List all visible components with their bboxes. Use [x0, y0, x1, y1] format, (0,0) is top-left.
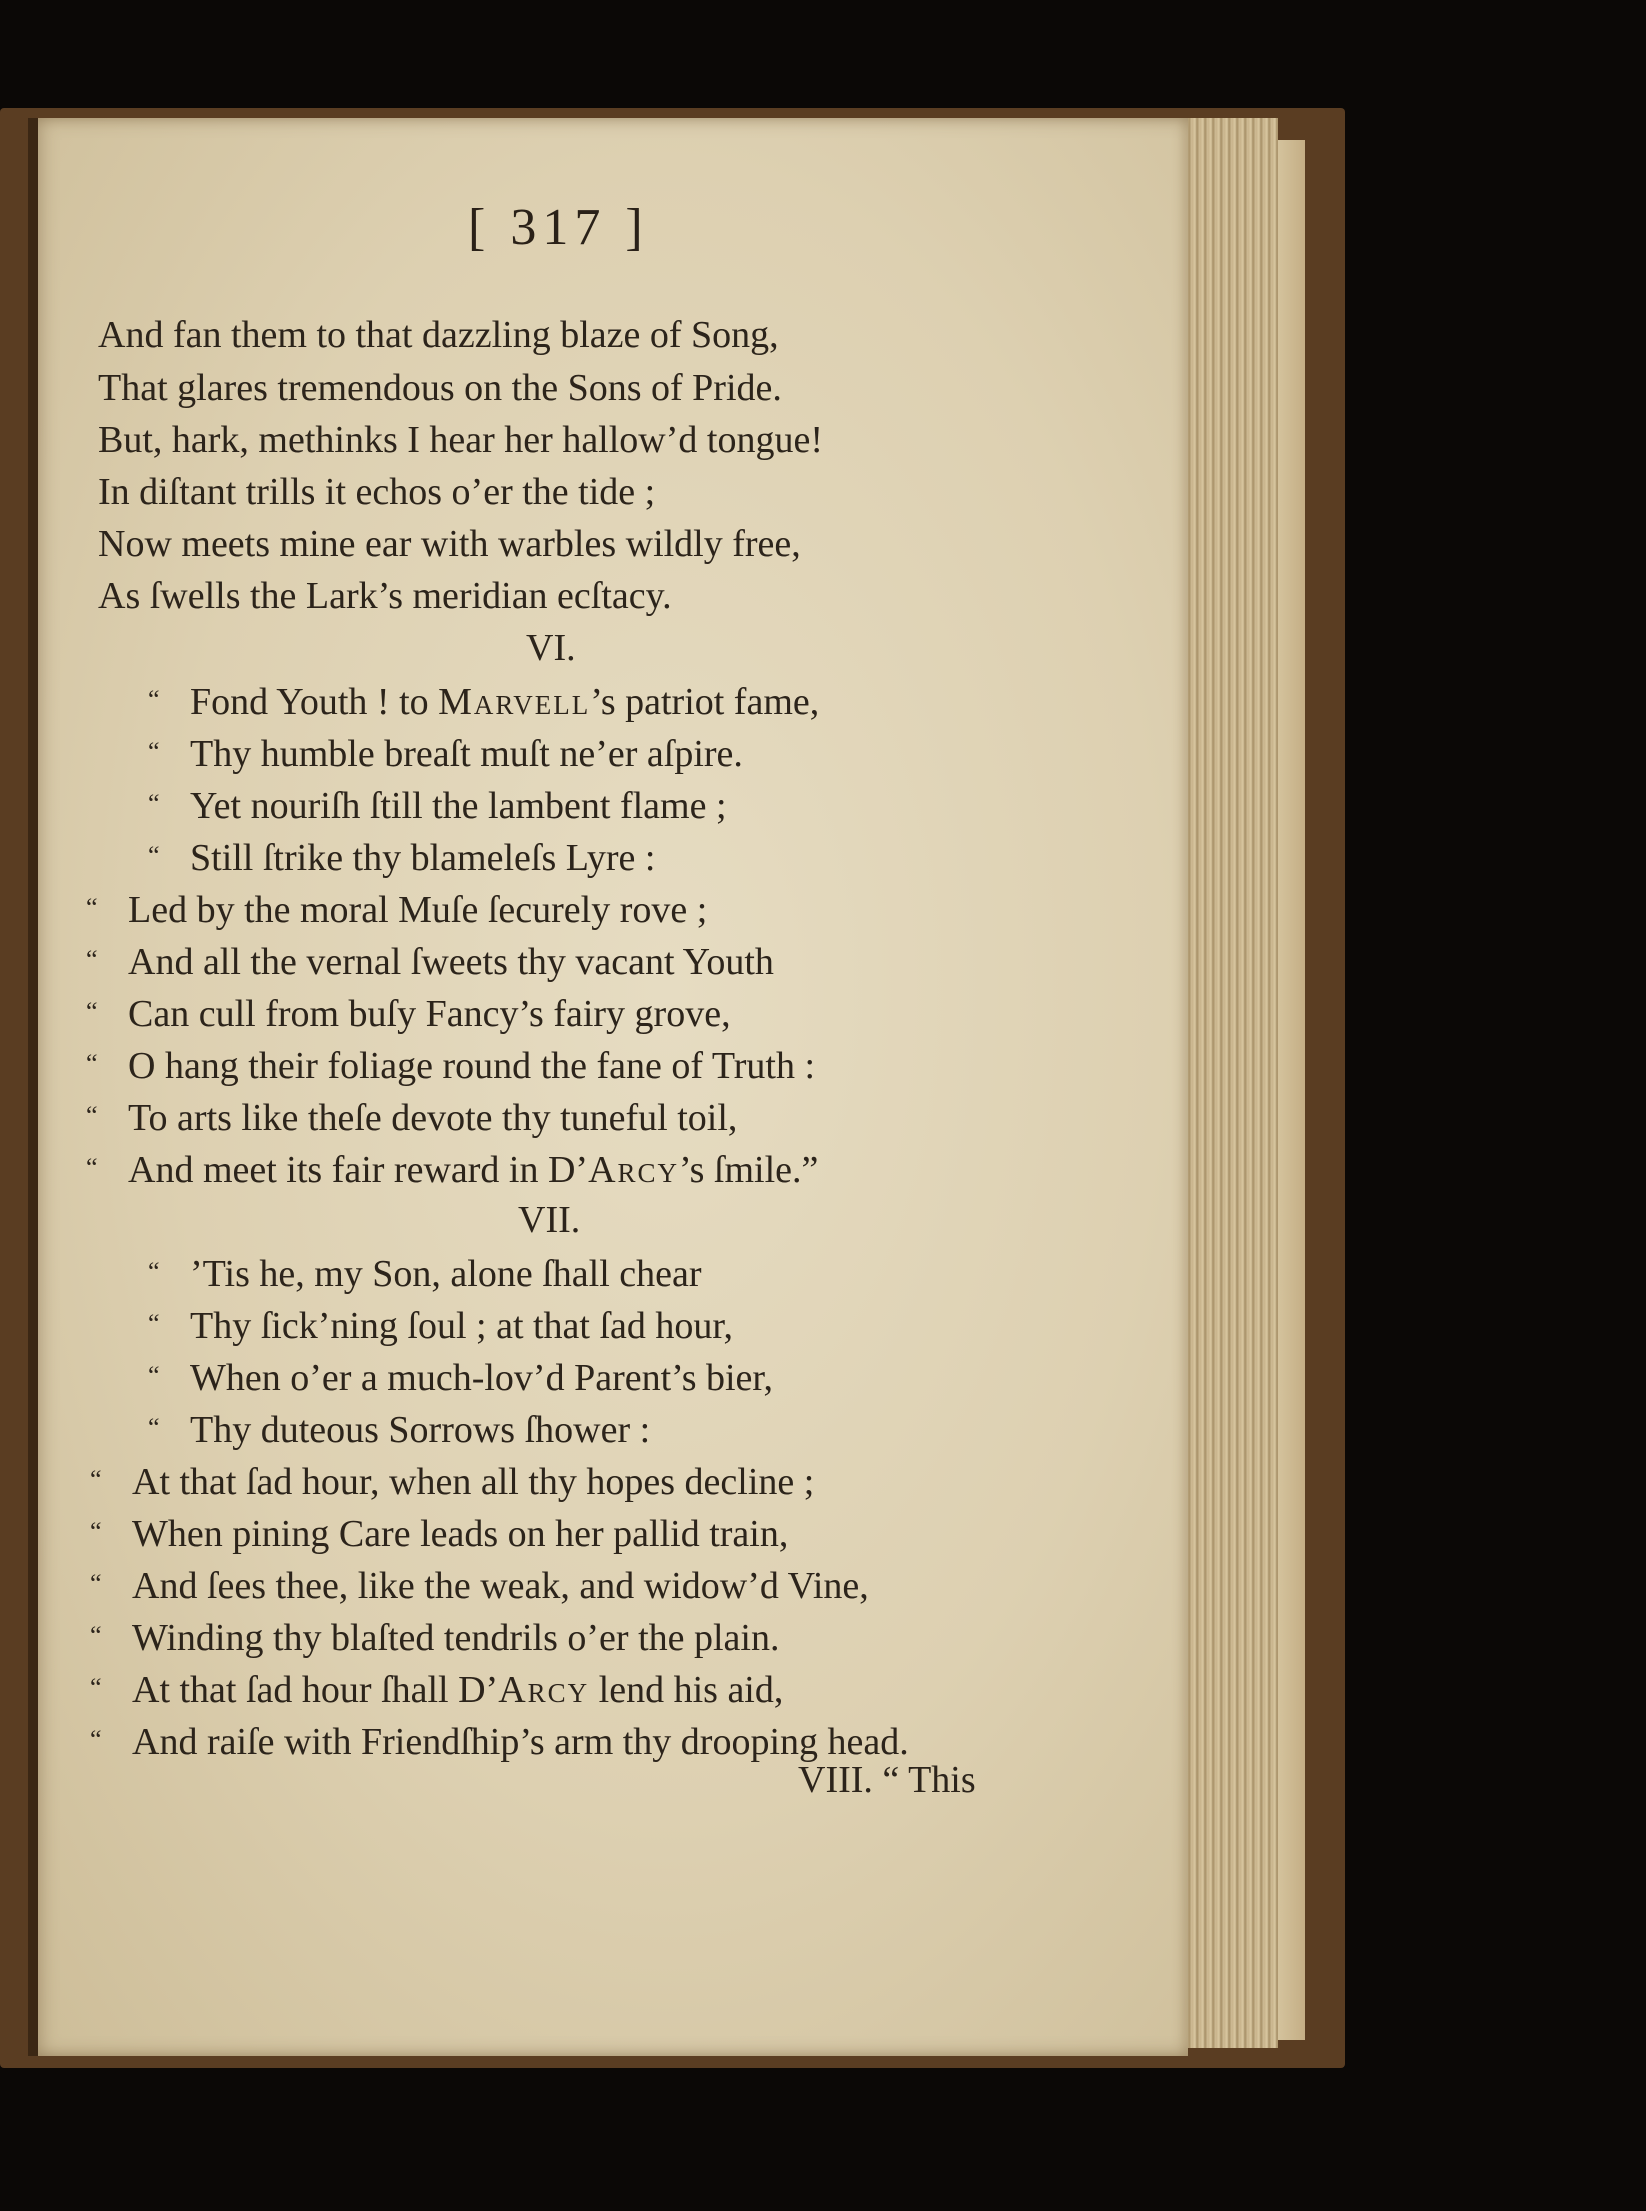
verse-text: O hang their foliage round the fane of Truth :	[128, 1045, 816, 1087]
verse-line	[86, 990, 731, 1036]
quote-mark: “	[86, 893, 98, 922]
verse-text: lend his aid,	[589, 1669, 784, 1711]
verse-line	[148, 1302, 733, 1348]
verse-line	[90, 1614, 779, 1660]
verse-text: ’s patriot fame,	[590, 681, 820, 723]
quote-mark: “	[148, 1413, 160, 1442]
verse-text: Led by the moral Muſe ſecurely rove ;	[128, 889, 708, 931]
name-darcy: Arcy	[498, 1669, 590, 1711]
page-gutter	[28, 118, 38, 2056]
quote-mark: “	[90, 1569, 102, 1598]
book-page	[28, 118, 1188, 2056]
quote-mark: “	[148, 1257, 160, 1286]
verse-text: Thy humble breaſt muſt ne’er aſpire.	[190, 733, 743, 775]
quote-mark: “	[86, 1101, 98, 1130]
quote-mark: “	[148, 1309, 160, 1338]
verse-text: Yet nouriſh ſtill the lambent flame ;	[190, 785, 727, 827]
quote-mark: “	[90, 1517, 102, 1546]
verse-text: When pining Care leads on her pallid train,	[132, 1513, 789, 1555]
verse-text: Fond Youth ! to	[190, 681, 439, 723]
verse-line	[90, 1510, 788, 1556]
verse-line	[148, 1406, 650, 1452]
verse-line	[90, 1458, 814, 1504]
verse-line	[86, 1094, 737, 1140]
verse-text: And raiſe with Friendſhip’s arm thy drooping head.	[132, 1721, 909, 1763]
verse-text: And ſees thee, like the weak, and widow’d Vine,	[132, 1565, 869, 1607]
verse-line: And fan them to that dazzling blaze of Song,	[98, 314, 779, 356]
verse-text: Still ſtrike thy blameleſs Lyre :	[190, 837, 656, 879]
verse-line: In diſtant trills it echos o’er the tide ;	[98, 471, 656, 513]
verse-line	[148, 1250, 702, 1296]
verse-line: That glares tremendous on the Sons of Pride.	[98, 367, 782, 409]
verse-line	[90, 1666, 783, 1712]
verse-line	[86, 938, 774, 984]
verse-line	[148, 834, 655, 880]
quote-mark: “	[148, 685, 160, 714]
verse-line	[90, 1562, 869, 1608]
quote-mark: “	[148, 737, 160, 766]
page-number: [ 317 ]	[468, 199, 649, 256]
verse-text: At that ſad hour, when all thy hopes decline ;	[132, 1461, 815, 1503]
quote-mark: “	[148, 841, 160, 870]
name-darcy: Arcy	[588, 1149, 680, 1191]
stanza-heading: VII.	[518, 1199, 581, 1241]
quote-mark: “	[90, 1621, 102, 1650]
quote-mark: “	[86, 945, 98, 974]
quote-mark: “	[86, 1049, 98, 1078]
verse-text: And meet its fair reward in D’	[128, 1149, 589, 1191]
verse-line	[86, 886, 707, 932]
verse-line	[86, 1146, 818, 1192]
verse-text: Thy duteous Sorrows ſhower :	[190, 1409, 651, 1451]
verse-text: Thy ſick’ning ſoul ; at that ſad hour,	[190, 1305, 734, 1347]
verse-line	[148, 678, 819, 724]
quote-mark: “	[148, 1361, 160, 1390]
verse-line	[86, 1042, 815, 1088]
verse-line	[148, 1354, 773, 1400]
catchword: VIII. “ This	[798, 1759, 976, 1801]
quote-mark: “	[86, 1153, 98, 1182]
quote-mark: “	[86, 997, 98, 1026]
verse-text: ’s ſmile.”	[679, 1149, 819, 1191]
verse-line: But, hark, methinks I hear her hallow’d tongue!	[98, 419, 823, 461]
name-marvell: Marvell	[438, 681, 591, 723]
verse-text: To arts like theſe devote thy tuneful toil,	[128, 1097, 738, 1139]
verse-line: As ſwells the Lark’s meridian ecſtacy.	[98, 575, 672, 617]
verse-text: At that ſad hour ſhall D’	[132, 1669, 499, 1711]
quote-mark: “	[90, 1725, 102, 1754]
verse-line	[90, 1718, 909, 1764]
quote-mark: “	[90, 1673, 102, 1702]
stanza-heading: VI.	[526, 627, 576, 669]
verse-line	[148, 730, 743, 776]
verse-text: Winding thy blaſted tendrils o’er the plain.	[132, 1617, 780, 1659]
verse-text: Can cull from buſy Fancy’s fairy grove,	[128, 993, 731, 1035]
verse-line	[148, 782, 727, 828]
verse-text: When o’er a much-lov’d Parent’s bier,	[190, 1357, 774, 1399]
quote-mark: “	[148, 789, 160, 818]
quote-mark: “	[90, 1465, 102, 1494]
verse-text: And all the vernal ſweets thy vacant Youth	[128, 941, 774, 983]
verse-text: ’Tis he, my Son, alone ſhall chear	[190, 1253, 702, 1295]
verse-line: Now meets mine ear with warbles wildly free,	[98, 523, 801, 565]
